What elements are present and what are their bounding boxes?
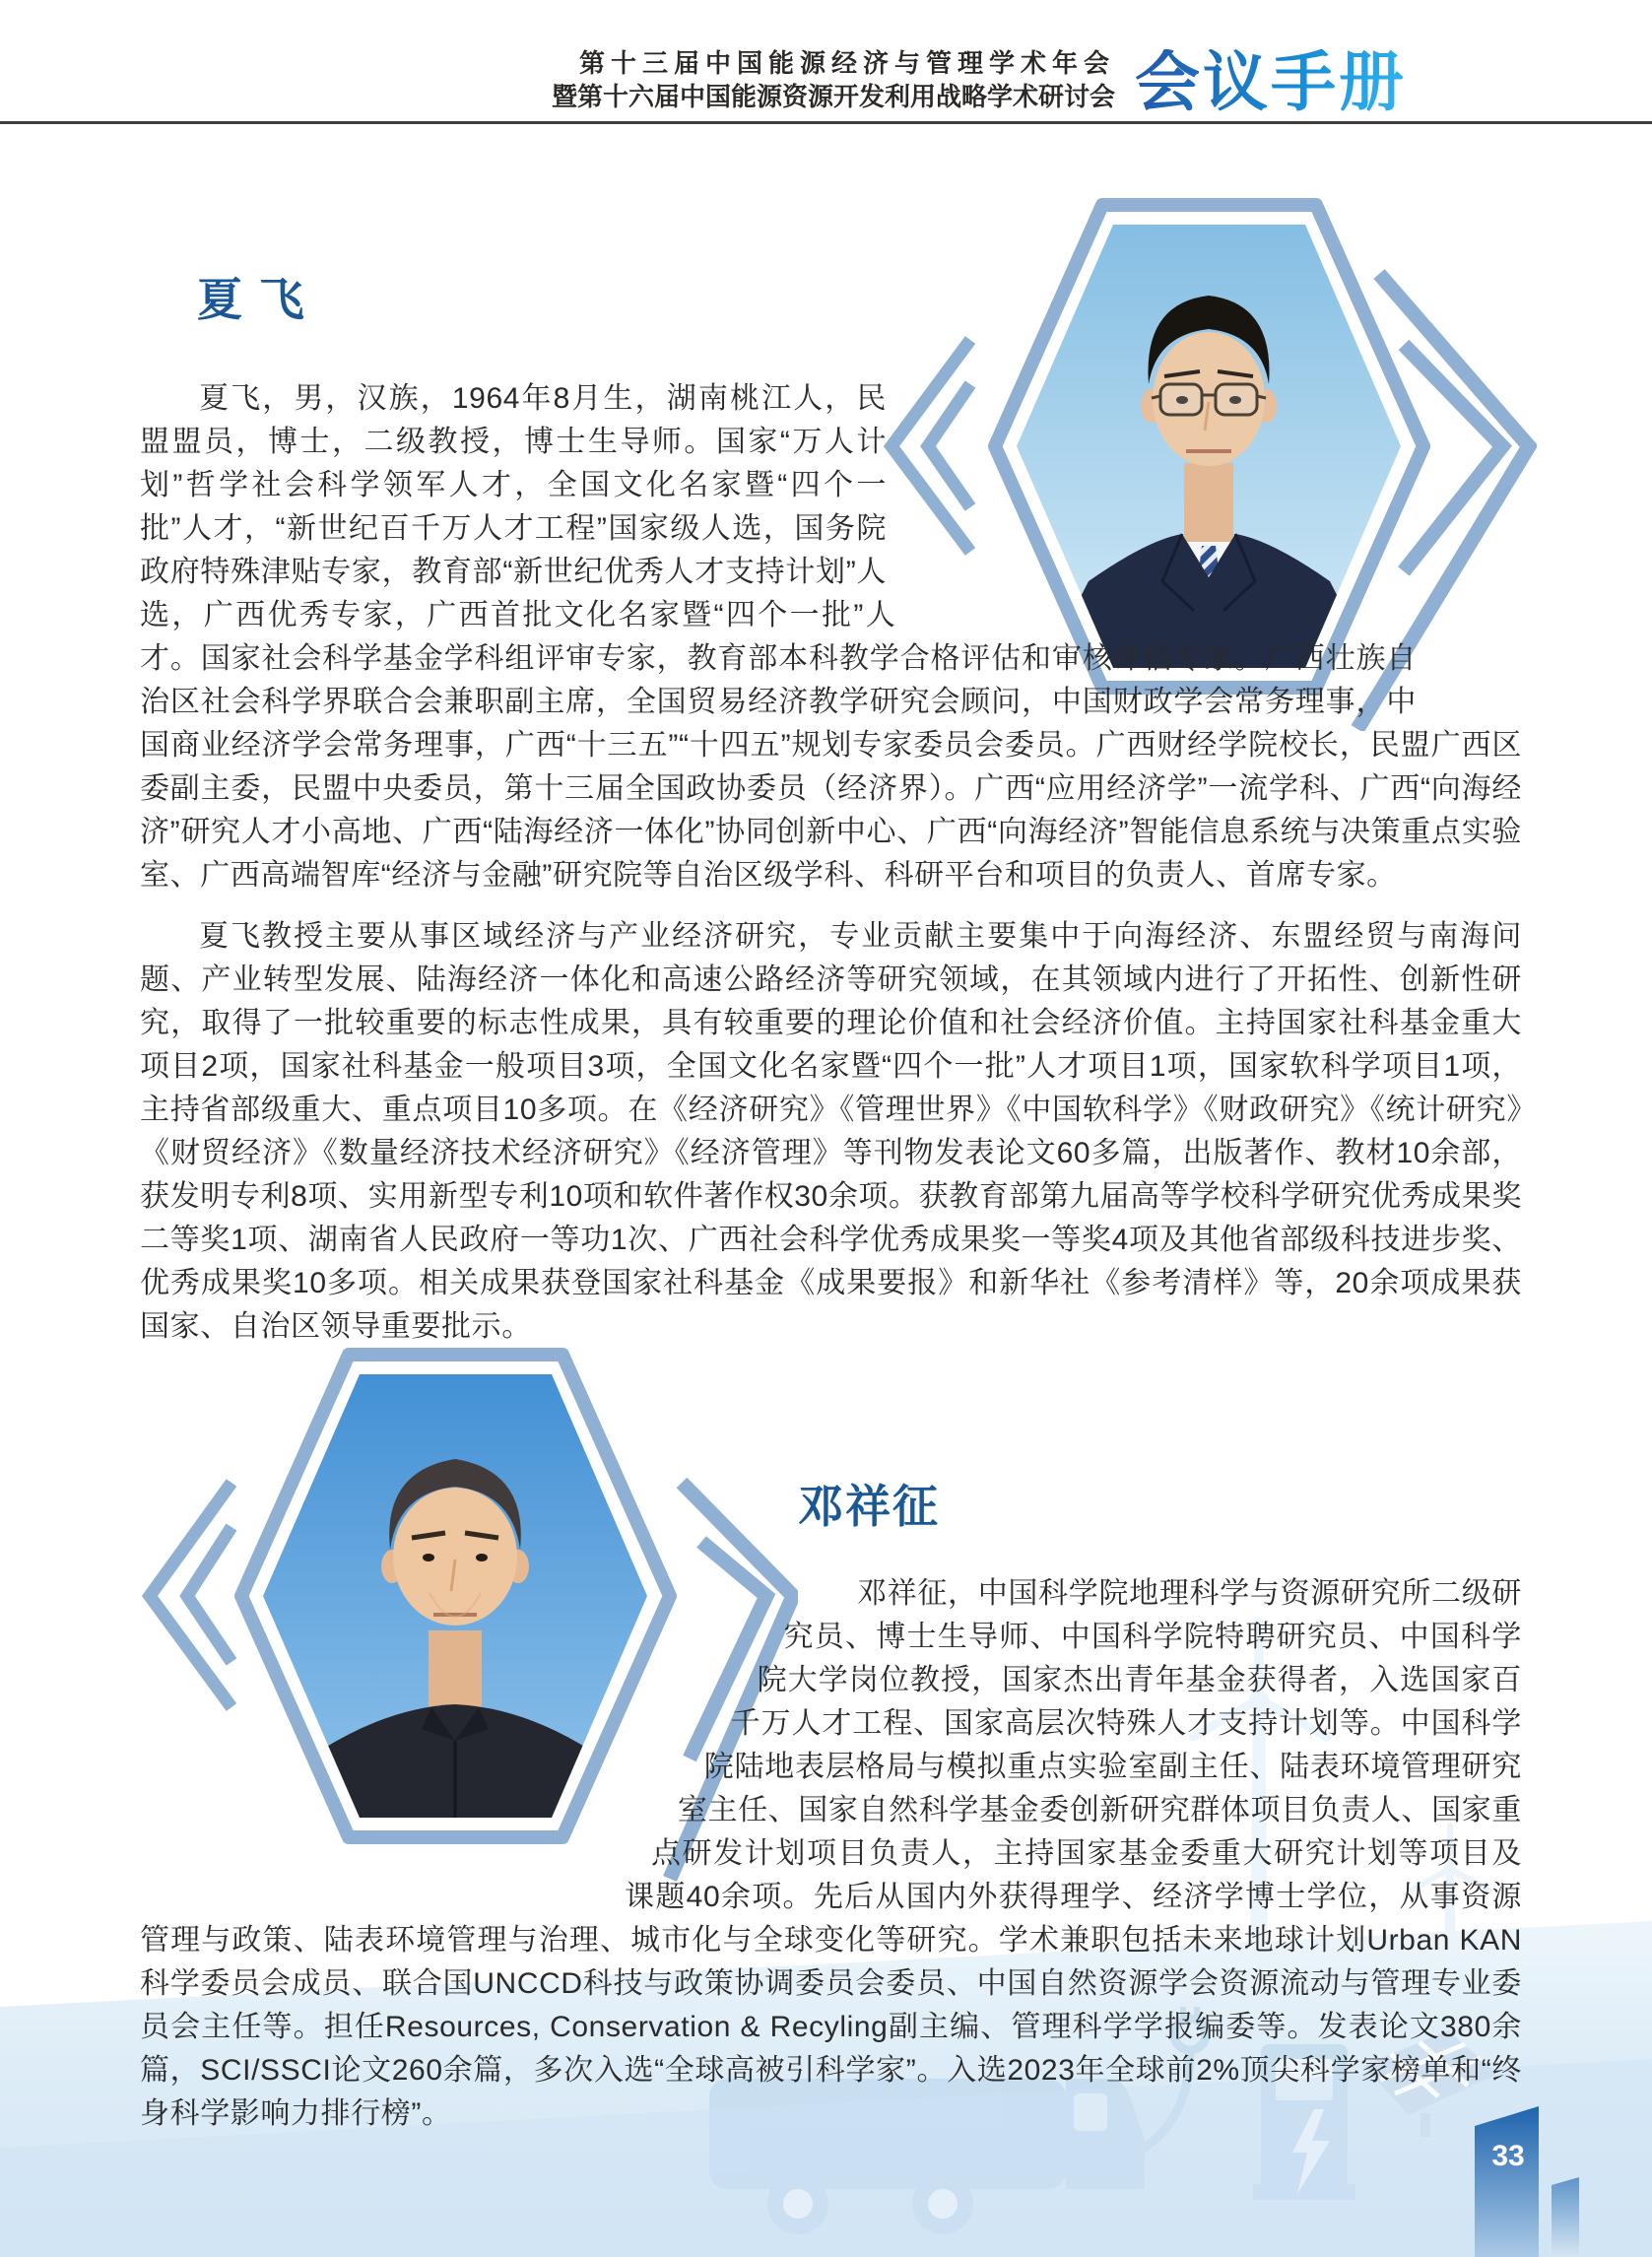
bio-section-deng-xiangzheng [140, 1364, 1522, 2136]
bio-section-xia-fei [140, 128, 1522, 1349]
portrait-photo-xia-fei [1017, 225, 1401, 668]
conference-title-line1: 第十三届中国能源经济与管理学术年会 [578, 48, 1115, 78]
building-bars-icon [1468, 2098, 1606, 2257]
main-content [140, 128, 1522, 2136]
chevron-left-icon [892, 340, 970, 552]
bio-paragraph: 邓祥征，中国科学院地理科学与资源研究所二级研究员、博士生导师、中国科学院特聘研究员、中国科学院大学岗位教授，国家杰出青年基金获得者，入选国家百千万人才工程、国家高层次特殊人才支持计划等。中国科学院陆地表层格局与模拟重点实验室副主任、陆表环境管理研究室主任、国家自然科学基金委创新研究群体项目负责人、国家重点研发计划项目负责人，主持国家基金委重大研究计划等项目及课题40余项。先后从国内外获得理学、经济学博士学位，从事资源管理与政策、陆表环境管理与治理、城市化与全球变化等研究。学术兼职包括未来地球计划Urban KAN科学委员会成员、联合国UNCCD科技与政策协调委员会委员、中国自然资源学会资源流动与管理专业委员会主任等。担任Resources, Conservation & Recyling副主编、管理科学学报编委等。发表论文380余篇，SCI/SSCI论文260余篇，多次入选“全球高被引科学家”。入选2023年全球前2%顶尖科学家榜单和“终身科学影响力排行榜”。 [140, 1577, 1522, 2130]
portrait-photo-deng-xiangzheng [263, 1374, 647, 1818]
chevron-left-icon [150, 1483, 231, 1707]
bio-name-xia-fei: 夏 飞 [197, 274, 306, 325]
bio-paragraph: 夏飞教授主要从事区域经济与产业经济研究，专业贡献主要集中于向海经济、东盟经贸与南海问题、产业转型发展、陆海经济一体化和高速公路经济等研究领域，在其领域内进行了开拓性、创新性研究，取得了一批较重要的标志性成果，具有较重要的理论价值和社会经济价值。主持国家社科基金重大项目2项，国家社科基金一般项目3项，全国文化名家暨“四个一批”人才项目1项，国家软科学项目1项，主持省部级重大、重点项目10多项。在《经济研究》《管理世界》《中国软科学》《财政研究》《统计研究》《财贸经济》《数量经济技术经济研究》《经济管理》等刊物发表论文60多篇，出版著作、教材10余部，获发明专利8项、实用新型专利10项和软件著作权30余项。获教育部第九届高等学校科学研究优秀成果奖二等奖1项、湖南省人民政府一等功1次、广西社会科学优秀成果奖一等奖4项及其他省部级科技进步奖、优秀成果奖10多项。相关成果获登国家社科基金《成果要报》和新华社《参考清样》等，20余项成果获国家、自治区领导重要批示。 [140, 920, 1522, 1343]
header-divider [0, 121, 1652, 124]
bio-name-deng-xiangzheng: 邓祥征 [798, 1481, 940, 1532]
bio-paragraph: 夏飞，男，汉族，1964年8月生，湖南桃江人，民盟盟员，博士，二级教授，博士生导师。国家“万人计划”哲学社会科学领军人才，全国文化名家暨“四个一批”人才，“新世纪百千万人才工程”国家级人选，国务院政府特殊津贴专家，教育部“新世纪优秀人才支持计划”人选，广西优秀专家，广西首批文化名家暨“四个一批”人才。国家社会科学基金学科组评审专家，教育部本科教学合格评估和审核评估专家。广西壮族自治区社会科学界联合会兼职副主席，全国贸易经济教学研究会顾问，中国财政学会常务理事，中国商业经济学会常务理事，广西“十三五”“十四五”规划专家委员会委员。广西财经学院校长，民盟广西区委副主委，民盟中央委员，第十三届全国政协委员（经济界）。广西“应用经济学”一流学科、广西“向海经济”研究人才小高地、广西“陆海经济一体化”协同创新中心、广西“向海经济”智能信息系统与决策重点实验室、广西高端智库“经济与金融”研究院等自治区级学科、科研平台和项目的负责人、首席专家。 [140, 382, 1522, 892]
conference-title-line2: 暨第十六届中国能源资源开发利用战略学术研讨会 [551, 82, 1115, 111]
page-number: 33 [1491, 2140, 1525, 2172]
conference-title [552, 47, 1115, 112]
page-header [0, 45, 1652, 118]
handbook-title: 会议手册 [1135, 45, 1407, 118]
